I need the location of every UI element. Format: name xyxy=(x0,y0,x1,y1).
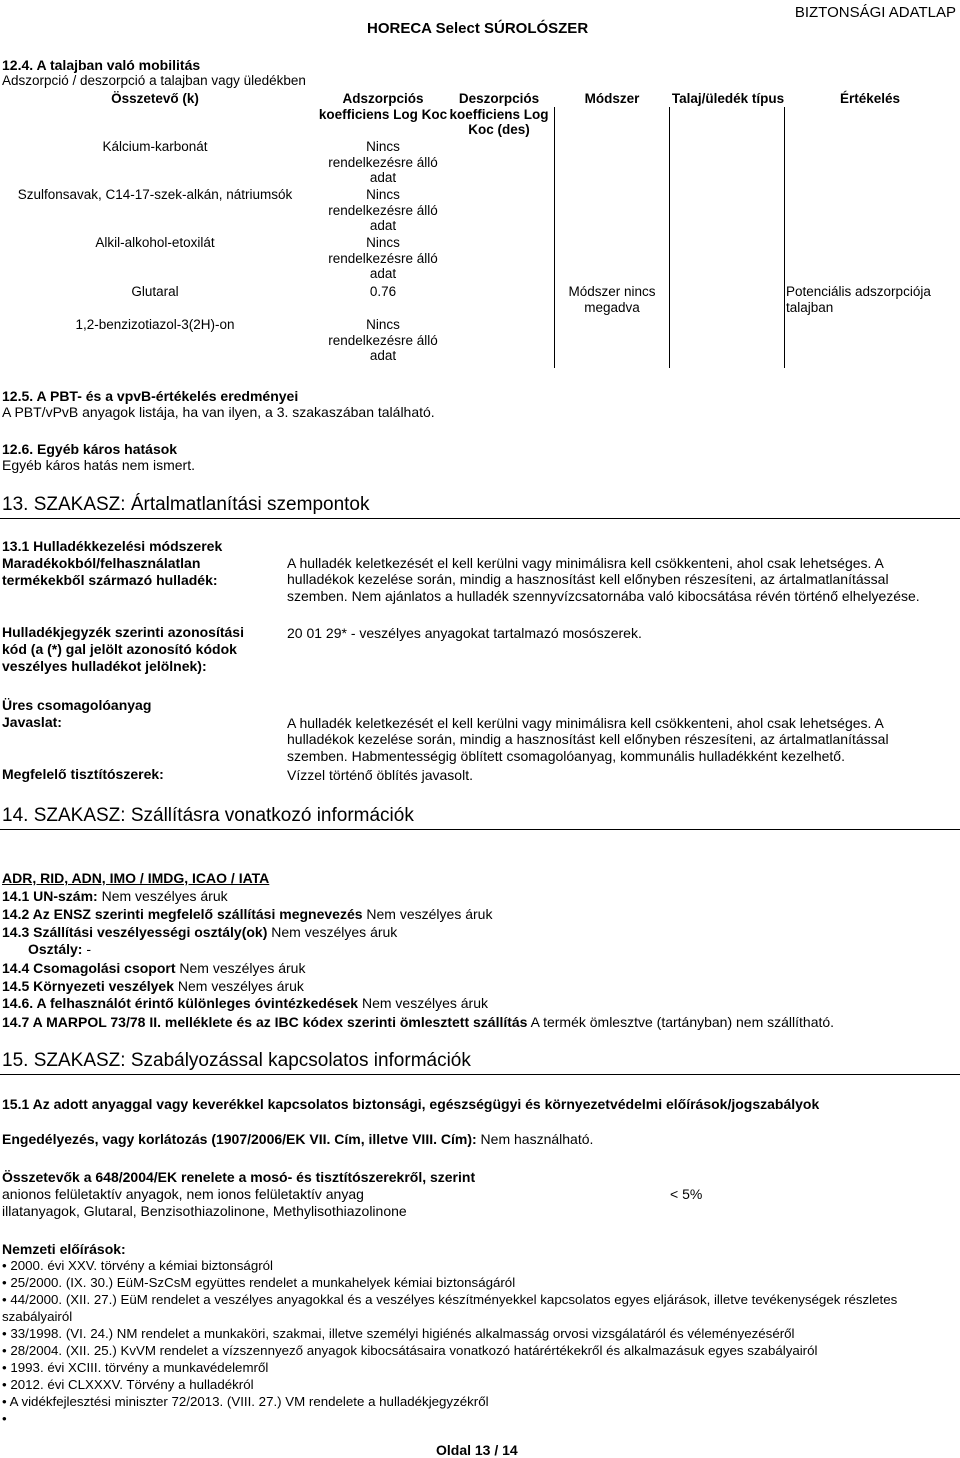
table-cell-koc: Nincs rendelkezésre álló adat xyxy=(328,235,438,281)
header-document-type: BIZTONSÁGI ADATLAP xyxy=(794,4,956,21)
table-cell-koc: Nincs rendelkezésre álló adat xyxy=(328,317,438,363)
section-13-title: 13. SZAKASZ: Ártalmatlanítási szempontok xyxy=(2,494,370,515)
section-15-1-title: 15.1 Az adott anyaggal vagy keverékkel kapcsolatos biztonsági, egészségügyi és környezetvédelmi előírások/jogszabályok xyxy=(2,1096,820,1112)
transport-row-value: Nem veszélyes áruk xyxy=(101,888,228,904)
waste-code-text: 20 01 29* - veszélyes anyagokat tartalmazó mosószerek. xyxy=(287,625,642,641)
section-15-title: 15. SZAKASZ: Szabályozással kapcsolatos információk xyxy=(2,1050,471,1071)
transport-row-key: 14.3 Szállítási veszélyességi osztály(ok) xyxy=(2,924,268,940)
detergent-regulation-title: Összetevők a 648/2004/EK renelete a mosó- és tisztítószerekről, szerint xyxy=(2,1169,476,1185)
section-divider xyxy=(0,829,960,830)
table-cell-koc: 0.76 xyxy=(369,284,397,299)
transport-row-hazard-class xyxy=(2,924,397,940)
waste-method-label-3: termékekből származó hulladék: xyxy=(2,572,218,588)
transport-row-value: Nem veszélyes áruk xyxy=(271,924,398,940)
list-item-text: 2012. évi CLXXXV. Törvény a hulladékról xyxy=(10,1377,254,1392)
table-cell-component: Alkil-alkohol-etoxilát xyxy=(95,235,215,250)
column-header-koc-des: Deszorpciós koefficiens Log Koc (des) xyxy=(449,91,549,137)
authorisation-key: Engedélyezés, vagy korlátozás (1907/2006/EK VII. Cím, illetve VIII. Cím): xyxy=(2,1131,477,1147)
waste-code-label-3: veszélyes hulladékot jelölnek): xyxy=(2,658,207,674)
section-12-4-subtitle: Adszorpció / deszorpció a talajban vagy üledékben xyxy=(2,73,306,88)
column-header-soil-type: Talaj/üledék típus xyxy=(671,91,785,106)
transport-row-un-number xyxy=(2,888,228,904)
list-item: • A vidékfejlesztési miniszter 72/2013. (VIII. 27.) VM rendelete a hulladékjegyzékről xyxy=(2,1394,489,1409)
section-divider xyxy=(0,1074,960,1075)
transport-row-precautions xyxy=(2,995,488,1011)
table-divider xyxy=(784,107,785,368)
waste-code-label-1: Hulladékjegyzék szerinti azonosítási xyxy=(2,624,244,640)
column-header-koc: Adszorpciós koefficiens Log Koc xyxy=(318,91,448,122)
transport-row-value: Nem veszélyes áruk xyxy=(361,995,489,1011)
transport-row-value: Nem veszélyes áruk xyxy=(179,960,306,976)
authorisation-value: Nem használható. xyxy=(480,1131,594,1147)
list-item-text: 28/2004. (XII. 25.) KvVM rendelet a vízszennyező anyagok kibocsátásaira vonatkozó határértékekről és alkalmazásuk egyes szabályairól xyxy=(10,1343,818,1358)
transport-row-key: 14.2 Az ENSZ szerinti megfelelő szállítási megnevezés xyxy=(2,906,363,922)
table-cell-component: Szulfonsavak, C14-17-szek-alkán, nátriumsók xyxy=(17,187,293,202)
transport-row-class xyxy=(28,941,91,957)
transport-row-key: 14.6. A felhasználót érintő különleges óvintézkedések xyxy=(2,995,359,1011)
transport-row-key: 14.4 Csomagolási csoport xyxy=(2,960,176,976)
transport-row-value: Nem veszélyes áruk xyxy=(177,978,304,994)
transport-regulations: ADR, RID, ADN, IMO / IMDG, ICAO / IATA xyxy=(2,870,270,886)
table-cell-method: Módszer nincs megadva xyxy=(568,284,656,315)
table-cell-component: 1,2-benzizotiazol-3(2H)-on xyxy=(75,317,235,332)
section-divider xyxy=(0,518,960,519)
table-cell-koc: Nincs rendelkezésre álló adat xyxy=(328,187,438,233)
recommendation-label: Javaslat: xyxy=(2,714,62,730)
header-product-name: HORECA Select SÚROLÓSZER xyxy=(367,20,589,37)
list-item-text: 25/2000. (IX. 30.) EüM-SzCsM együttes rendelet a munkahelyek kémiai biztonságáról xyxy=(10,1275,516,1290)
detergent-surfactants: anionos felületaktív anyagok, nem ionos felületaktív anyag xyxy=(2,1186,364,1202)
waste-method-text: A hulladék keletkezését el kell kerülni vagy minimálisra kell csökkenteni, ahol csak lehetséges. A hulladékok kezelése során, mindig a hasznosítást kell előnyben részesíteni, az ártalmatlanítással szemben. Nem ajánlatos a hulladék szennyvízcsatornába való kibocsátása révén történő elhelyezése. xyxy=(287,555,920,604)
empty-packaging-label: Üres csomagolóanyag xyxy=(2,697,152,713)
table-cell-component: Glutaral xyxy=(131,284,179,299)
list-item: • 44/2000. (XII. 27.) EüM rendelet a veszélyes anyagokkal és a veszélyes készítményekkel kapcsolatos egyes eljárások, illetve tevékenységek részletes szabályairól xyxy=(2,1292,898,1324)
list-item: • 1993. évi XCIII. törvény a munkavédelemről xyxy=(2,1360,269,1375)
column-header-component: Összetevő (k) xyxy=(111,91,199,106)
transport-row-key: 14.7 A MARPOL 73/78 II. melléklete és az IBC kódex szerinti ömlesztett szállítás xyxy=(2,1014,528,1030)
transport-row-packing-group xyxy=(2,960,305,976)
national-regulations-list xyxy=(2,1257,957,1427)
column-header-rating: Értékelés xyxy=(839,91,901,106)
list-item-text: 2000. évi XXV. törvény a kémiai biztonságról xyxy=(10,1258,273,1273)
list-item-text: 44/2000. (XII. 27.) EüM rendelet a veszélyes anyagokkal és a veszélyes készítményekkel kapcsolatos egyes eljárások, illetve tevékenységek részletes szabályairól xyxy=(2,1292,898,1324)
authorisation-row xyxy=(2,1131,593,1147)
section-12-5-title: 12.5. A PBT- és a vpvB-értékelés eredményei xyxy=(2,388,299,404)
waste-method-label-2: Maradékokból/felhasználatlan xyxy=(2,555,201,571)
waste-method-label-1: 13.1 Hulladékkezelési módszerek xyxy=(2,538,223,554)
list-item: • 33/1998. (VI. 24.) NM rendelet a munkaköri, szakmai, illetve személyi higiénés alkalmasság orvosi vizsgálatáról és véleményezéséről xyxy=(2,1326,795,1341)
table-cell-rating: Potenciális adszorpciója talajban xyxy=(786,284,931,315)
waste-code-label-2: kód (a (*) gal jelölt azonosító kódok xyxy=(2,641,237,657)
cleaning-agents-text: Vízzel történő öblítés javasolt. xyxy=(287,767,473,783)
list-item: • 25/2000. (IX. 30.) EüM-SzCsM együttes rendelet a munkahelyek kémiai biztonságáról xyxy=(2,1275,516,1290)
table-cell-koc: Nincs rendelkezésre álló adat xyxy=(328,139,438,185)
transport-row-environmental xyxy=(2,978,304,994)
list-item-text: 1993. évi XCIII. törvény a munkavédelemről xyxy=(10,1360,269,1375)
page-number: Oldal 13 / 14 xyxy=(436,1442,518,1458)
transport-row-shipping-name xyxy=(2,906,492,922)
table-divider xyxy=(554,107,555,368)
transport-row-value: A termék ömlesztve (tartányban) nem szállítható. xyxy=(530,1014,835,1030)
section-14-title: 14. SZAKASZ: Szállításra vonatkozó információk xyxy=(2,805,414,826)
list-item: • xyxy=(2,1411,7,1426)
list-item: • 2000. évi XXV. törvény a kémiai biztonságról xyxy=(2,1258,273,1273)
detergent-other-ingredients: illatanyagok, Glutaral, Benzisothiazolinone, Methylisothiazolinone xyxy=(2,1203,407,1219)
empty-packaging-text: A hulladék keletkezését el kell kerülni vagy minimálisra kell csökkenteni, ahol csak lehetséges. A hulladékok kezelése során, mindig a hasznosítást kell előnyben részesíteni, az ártalmatlanítással szemben. Habmentességig öblített csomagolóanyag, kommunális hulladékként kezelhető. xyxy=(287,715,889,764)
cleaning-agents-label: Megfelelő tisztítószerek: xyxy=(2,766,164,782)
transport-row-value: - xyxy=(86,941,92,957)
national-regulations-title: Nemzeti előírások: xyxy=(2,1241,126,1257)
transport-row-marpol xyxy=(2,1014,834,1030)
section-12-6-text: Egyéb káros hatás nem ismert. xyxy=(2,457,195,473)
transport-row-value: Nem veszélyes áruk xyxy=(366,906,493,922)
table-divider xyxy=(669,107,670,368)
list-item-text: A vidékfejlesztési miniszter 72/2013. (VIII. 27.) VM rendelete a hulladékjegyzékről xyxy=(9,1394,489,1409)
list-item: • 2012. évi CLXXXV. Törvény a hulladékról xyxy=(2,1377,254,1392)
table-cell-component: Kálcium-karbonát xyxy=(102,139,208,154)
transport-row-key: 14.5 Környezeti veszélyek xyxy=(2,978,174,994)
section-12-6-title: 12.6. Egyéb káros hatások xyxy=(2,441,178,457)
column-header-method: Módszer xyxy=(584,91,640,106)
transport-row-key: 14.1 UN-szám: xyxy=(2,888,98,904)
section-12-4-title: 12.4. A talajban való mobilitás xyxy=(2,57,201,73)
detergent-percentage: < 5% xyxy=(670,1186,703,1202)
transport-row-key: Osztály: xyxy=(28,941,83,957)
list-item-text: 33/1998. (VI. 24.) NM rendelet a munkaköri, szakmai, illetve személyi higiénés alkalmasság orvosi vizsgálatáról és véleményezéséről xyxy=(10,1326,795,1341)
section-12-5-text: A PBT/vPvB anyagok listája, ha van ilyen, a 3. szakaszában található. xyxy=(2,404,435,420)
list-item: • 28/2004. (XII. 25.) KvVM rendelet a vízszennyező anyagok kibocsátásaira vonatkozó határértékekről és alkalmazásuk egyes szabályairól xyxy=(2,1343,818,1358)
